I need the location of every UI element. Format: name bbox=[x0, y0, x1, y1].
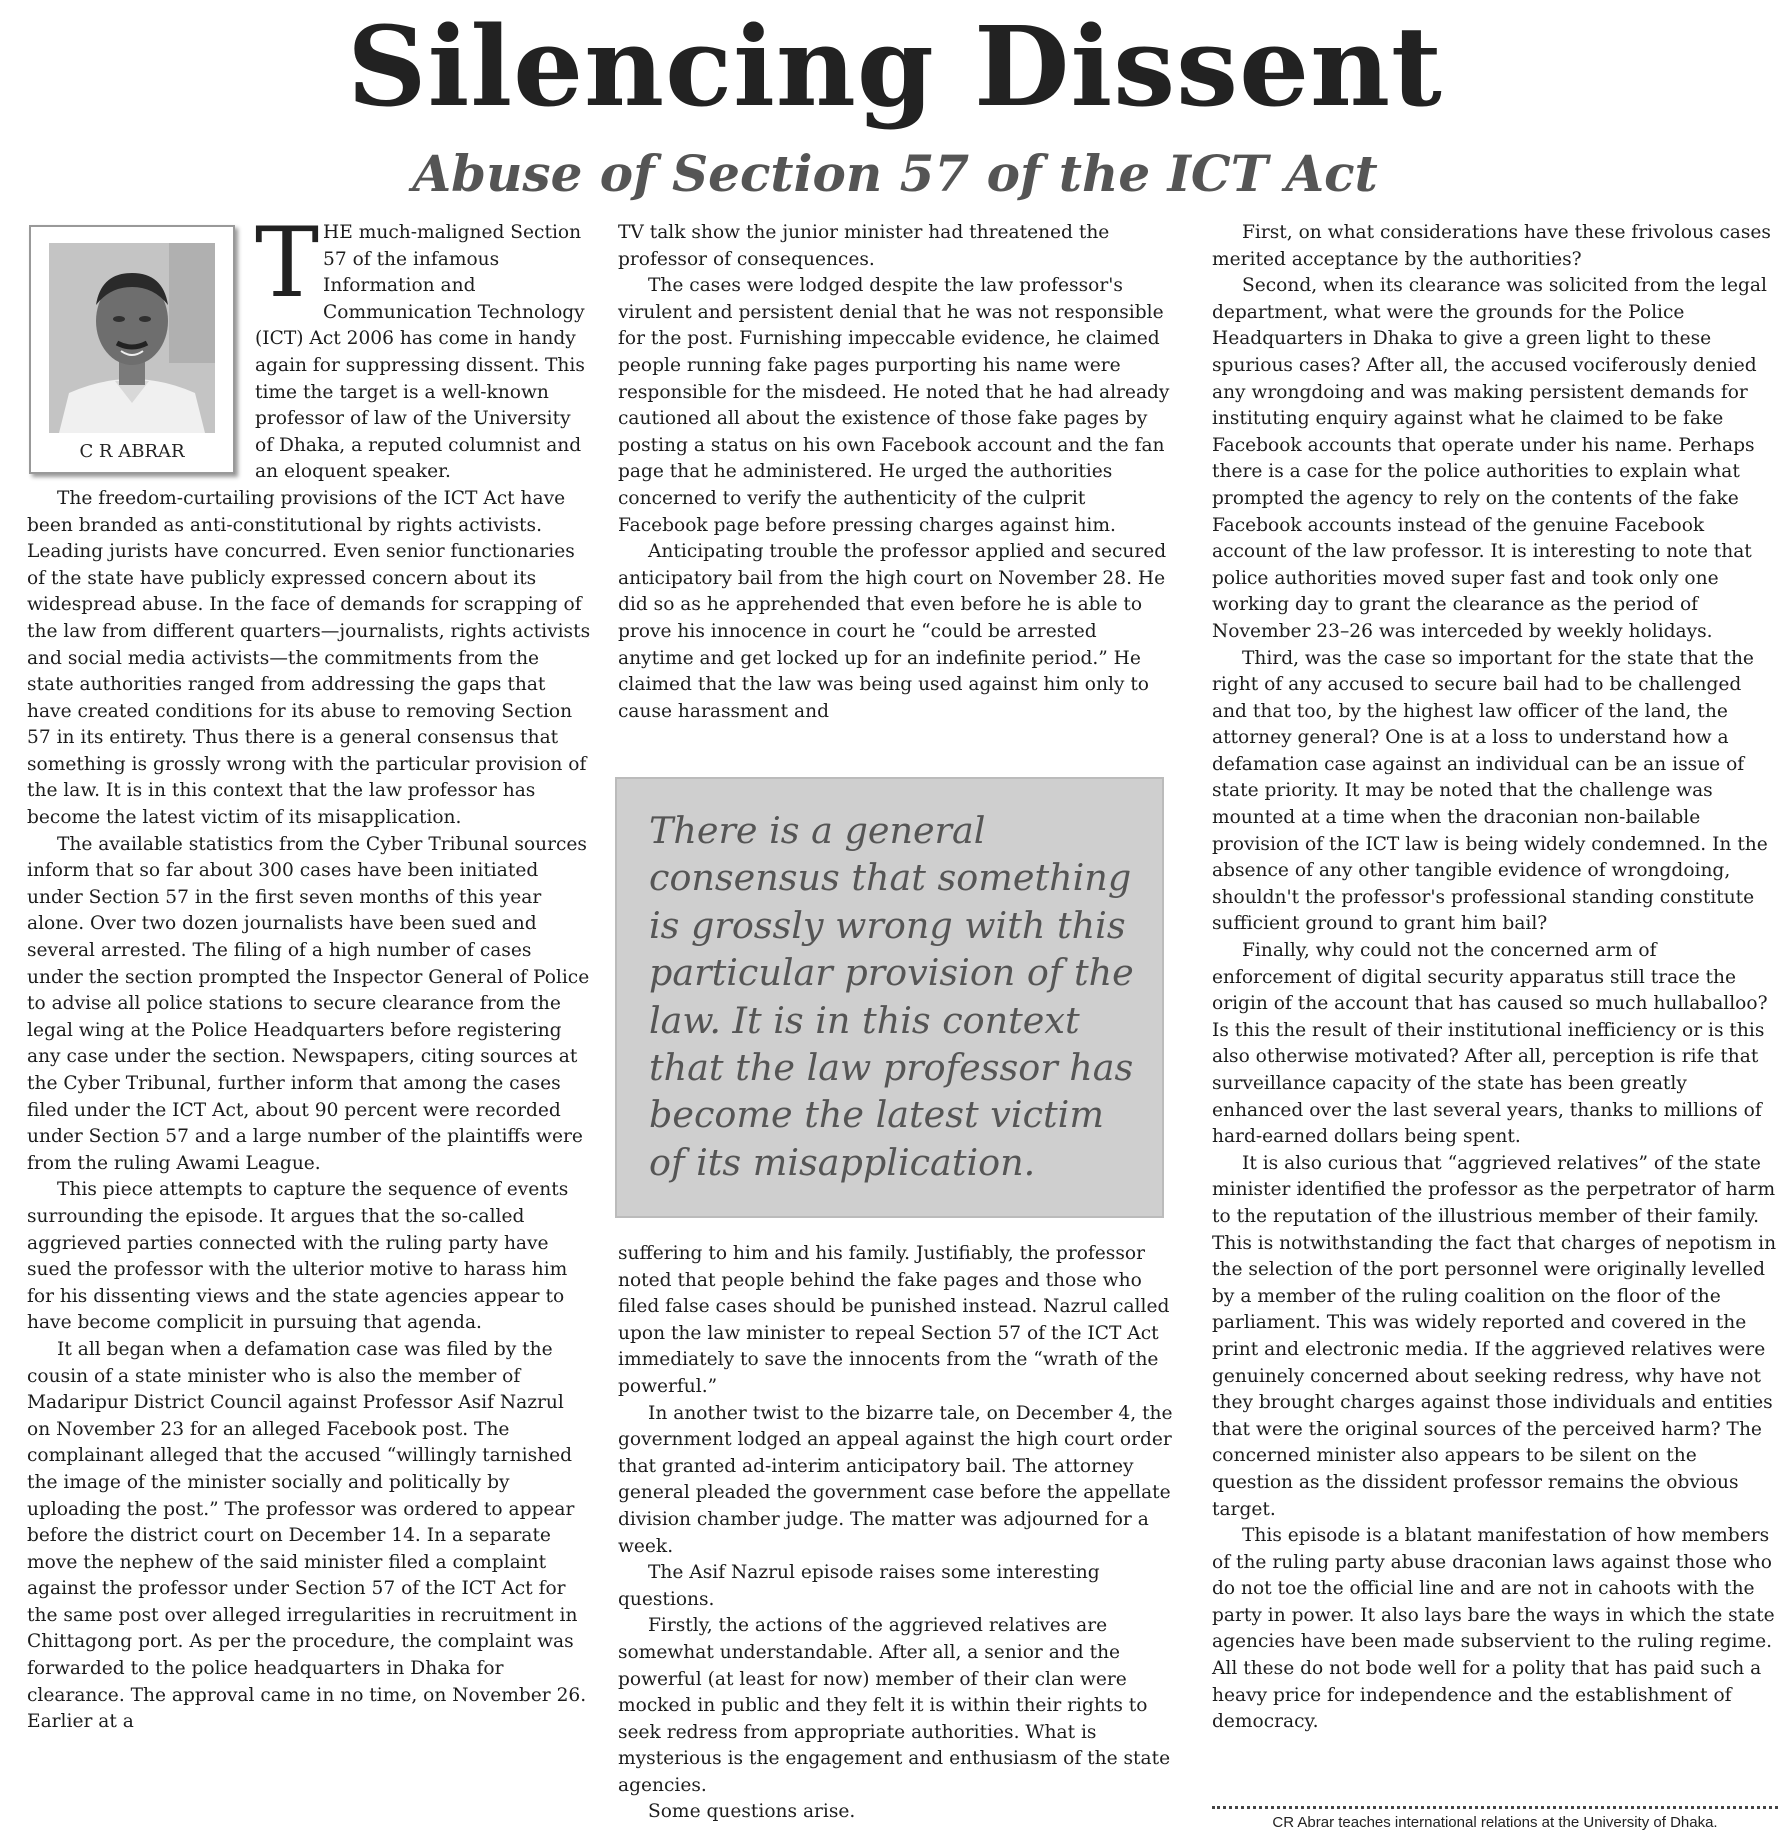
author-bio: CR Abrar teaches international relations at the University of Dhaka. bbox=[1272, 1814, 1718, 1831]
paragraph: In another twist to the bizarre tale, on December 4, the government lodged an appeal against the high court order that granted ad-interim anticipatory bail. The attorney general pleaded the government case before the appellate division chamber judge. The matter was adjourned for a week. bbox=[618, 1402, 1173, 1557]
pull-quote bbox=[615, 777, 1164, 1218]
author-photo bbox=[49, 243, 215, 433]
paragraph: First, on what considerations have these frivolous cases merited acceptance by the authorities? bbox=[1212, 222, 1771, 270]
column-1 bbox=[27, 207, 591, 1736]
paragraph: Anticipating trouble the professor applied and secured anticipatory bail from the high court on November 28. He did so as he apprehended that even before he is able to prove his innocence in court he “could be arrested anytime and get locked up for an indefinite period.” He claimed that the law was being used against him only to cause harassment and bbox=[618, 541, 1167, 722]
divider bbox=[1212, 1806, 1778, 1809]
paragraph: The available statistics from the Cyber Tribunal sources inform that so far about 300 cases have been initiated under Section 57 in the first seven months of this year alone. Over two dozen journalists have been sued and several arrested. The filing of a high number of cases under the section prompted the Inspector General of Police to advise all police stations to secure clearance from the legal wing at the Police Headquarters before registering any case under the section. Newspapers, citing sources at the Cyber Tribunal, further inform that among the cases filed under the ICT Act, about 90 percent were recorded under Section 57 and a large number of the plaintiffs were from the ruling Awami League. bbox=[27, 833, 590, 1174]
paragraph: Firstly, the actions of the aggrieved relatives are somewhat understandable. After all, a senior and the powerful (at least for now) member of their clan were mocked in public and they felt it is within their rights to seek redress from appropriate authorities. What is mysterious is the engagement and enthusiasm of the state agencies. bbox=[618, 1615, 1171, 1796]
paragraph: The cases were lodged despite the law professor's virulent and persistent denial that he was not responsible for the post. Furnishing impeccable evidence, he claimed people running fake pages purporting his name were responsible for the misdeed. He noted that he had already cautioned all about the existence of those fake pages by posting a status on his own Facebook account and the fan page that he administered. He urged the authorities concerned to verify the authenticity of the culprit Facebook page before pressing charges against him. bbox=[618, 275, 1170, 536]
paragraph: This episode is a blatant manifestation of how members of the ruling party abuse draconian laws against those who do not toe the official line and are not in cahoots with the party in power. It also lays bare the ways in which the state agencies have been made subservient to the ruling regime. All these do not bode well for a polity that has paid such a heavy price for independence and the establishment of democracy. bbox=[1212, 1525, 1775, 1733]
pull-quote-text: There is a general consensus that something is grossly wrong with this particular provision of the law. It is in this context that the law professor has become the latest victim of its misapplication. bbox=[649, 809, 1134, 1184]
paragraph: The Asif Nazrul episode raises some interesting questions. bbox=[618, 1562, 1100, 1610]
column-2-top bbox=[618, 220, 1173, 725]
paragraph: Second, when its clearance was solicited from the legal department, what were the grounds for the Police Headquarters in Dhaka to give a green light to these spurious cases? After all, the accused vociferously denied any wrongdoing and was making persistent demands for instituting enquiry against what he claimed to be fake Facebook accounts that operate under his name. Perhaps there is a case for the police authorities to explain what prompted the agency to rely on the contents of the fake Facebook accounts instead of the genuine Facebook account of the law professor. It is interesting to note that police authorities moved super fast and took only one working day to grant the clearance as the period of November 23–26 was interceded by weekly holidays. bbox=[1212, 275, 1767, 642]
paragraph: Finally, why could not the concerned arm of enforcement of digital security apparatus still trace the origin of the account that has caused so much hullaballoo? Is this the result of their institutional inefficiency or is this also otherwise motivated? After all, perception is rife that surveillance capacity of the state has been greatly enhanced over the last several years, thanks to millions of hard-earned dollars being spent. bbox=[1212, 940, 1768, 1148]
headline: Silencing Dissent bbox=[347, 2, 1443, 131]
column-2-bottom bbox=[618, 1241, 1188, 1826]
author-caption: C R ABRAR bbox=[79, 441, 185, 462]
intro-paragraph: HE much-maligned Section 57 of the infamous Information and Communication Technology (ICT) Act 2006 has come in handy again for suppressing dissent. This time the target is a well-known professor of law of the University of Dhaka, a reputed columnist and an eloquent speaker. bbox=[255, 222, 585, 483]
author-photo-frame bbox=[29, 225, 235, 474]
paragraph: TV talk show the junior minister had threatened the professor of consequences. bbox=[618, 222, 1110, 270]
paragraph: suffering to him and his family. Justifiably, the professor noted that people behind the fake pages and those who filed false cases should be punished instead. Nazrul called upon the law minister to repeal Section 57 of the ICT Act immediately to save the innocents from the “wrath of the powerful.” bbox=[618, 1243, 1170, 1397]
paragraph: Third, was the case so important for the state that the right of any accused to secure bail had to be challenged and that too, by the highest law officer of the land, the attorney general? One is at a loss to understand how a defamation case against an individual can be an issue of state priority. It may be noted that the challenge was mounted at a time when the draconian non-bailable provision of the ICT law is being widely condemned. In the absence of any other tangible evidence of wrongdoing, shouldn't the professor's professional standing constitute sufficient ground to grant him bail? bbox=[1212, 647, 1768, 935]
drop-cap: T bbox=[255, 207, 320, 319]
paragraph: This piece attempts to capture the sequence of events surrounding the episode. It argues that the so-called aggrieved parties connected with the ruling party have sued the professor with the ulterior motive to harass him for his dissenting views and the state agencies appear to have become complicit in pursuing that agenda. bbox=[27, 1179, 569, 1334]
paragraph: It is also curious that “aggrieved relatives” of the state minister identified the professor as the perpetrator of harm to the reputation of the illustrious member of their family. This is notwithstanding the fact that charges of nepotism in the selection of the port personnel were originally levelled by a member of the ruling coalition on the floor of the parliament. This was widely reported and covered in the print and electronic media. If the aggrieved relatives were genuinely concerned about seeking redress, why have not they brought charges against those individuals and entities that were the original sources of the perceived harm? The concerned minister also appears to be silent on the question as the dissident professor remains the obvious target. bbox=[1212, 1152, 1777, 1520]
paragraph: Some questions arise. bbox=[648, 1801, 856, 1823]
column-3 bbox=[1212, 220, 1778, 1736]
subheadline: Abuse of Section 57 of the ICT Act bbox=[412, 144, 1378, 203]
paragraph: It all began when a defamation case was filed by the cousin of a state minister who is also the member of Madaripur District Council against Professor Asif Nazrul on November 23 for an alleged Facebook post. The complainant alleged that the accused “willingly tarnished the image of the minister socially and politically by uploading the post.” The professor was ordered to appear before the district court on December 14. In a separate move the nephew of the said minister filed a complaint against the professor under Section 57 of the ICT Act for the same post over alleged irregularities in recruitment in Chittagong port. As per the procedure, the complaint was forwarded to the police headquarters in Dhaka for clearance. The approval came in no time, on November 26. Earlier at a bbox=[27, 1338, 587, 1733]
paragraph: The freedom-curtailing provisions of the ICT Act have been branded as anti-constitutional by rights activists. Leading jurists have concurred. Even senior functionaries of the state have publicly expressed concern about its widespread abuse. In the face of demands for scrapping of the law from different quarters—journalists, rights activists and social media activists—the commitments from the state authorities ranged from addressing the gaps that have created conditions for its abuse to removing Section 57 in its entirety. Thus there is a general consensus that something is grossly wrong with the particular provision of the law. It is in this context that the law professor has become the latest victim of its misapplication. bbox=[27, 487, 591, 829]
